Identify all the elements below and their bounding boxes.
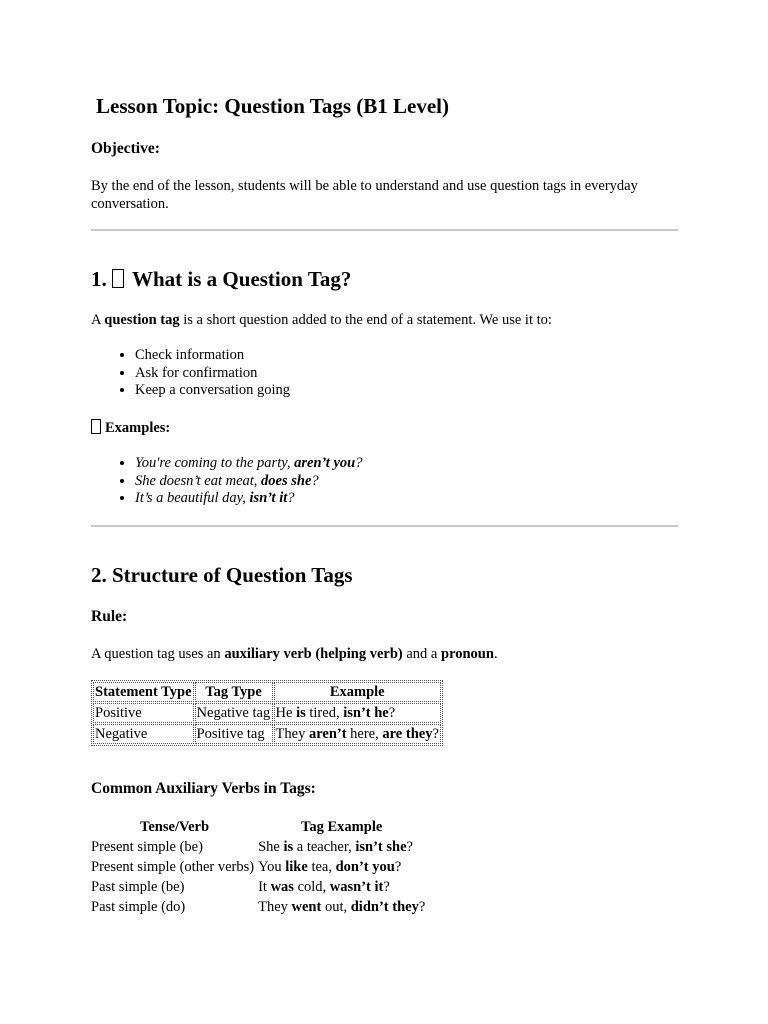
aux-heading: Common Auxiliary Verbs in Tags:: [91, 780, 316, 797]
list-item: • You're coming to the party, aren’t you?: [135, 455, 362, 473]
table-header: Tag Type: [195, 682, 273, 702]
table-row: [91, 897, 425, 917]
list-item: • Check information: [135, 347, 290, 365]
rule-text: A question tag uses an auxiliary verb (helping verb) and a pronoun.: [91, 646, 498, 662]
table-header: Tense/Verb: [140, 818, 210, 835]
table-header: Example: [274, 682, 441, 702]
missing-glyph-icon: [91, 419, 101, 434]
table-cell: It was cold, wasn’t it?: [258, 878, 390, 895]
section1-intro: A question tag is a short question added to the end of a statement. We use it to:: [91, 312, 552, 328]
list-item: • It’s a beautiful day, isn’t it?: [135, 490, 362, 508]
table-row: [91, 857, 425, 877]
uses-list: [91, 347, 290, 400]
table-cell: They aren’t here, are they?: [274, 724, 441, 744]
table-cell: He is tired, isn’t he?: [274, 703, 441, 723]
table-cell: Positive: [93, 703, 194, 723]
list-item: • Ask for confirmation: [135, 365, 290, 383]
list-item: • Keep a conversation going: [135, 382, 290, 400]
table-cell: Negative tag: [195, 703, 273, 723]
table-row: [93, 703, 441, 723]
table-cell: Negative: [93, 724, 194, 744]
objective-heading: Objective:: [91, 140, 160, 157]
examples-heading: Examples:: [91, 419, 170, 437]
table-row: [91, 837, 425, 857]
missing-glyph-icon: [112, 269, 124, 288]
table-cell: Positive tag: [195, 724, 273, 744]
table-header: Statement Type: [93, 682, 194, 702]
objective-text: By the end of the lesson, students will be able to understand and use question tags in everyday conversation.: [91, 178, 638, 212]
table-cell: She is a teacher, isn’t she?: [258, 838, 413, 855]
table-cell: Past simple (do): [91, 898, 186, 915]
table-cell: You like tea, don’t you?: [258, 858, 402, 875]
table-header: Tag Example: [301, 818, 383, 835]
section1-heading: 1. What is a Question Tag?: [91, 267, 352, 291]
table-row: [93, 724, 441, 744]
divider: [91, 525, 678, 527]
list-item: • She doesn’t eat meat, does she?: [135, 473, 362, 491]
table-cell: Present simple (be): [91, 838, 203, 855]
examples-list: [91, 455, 362, 508]
aux-table: [91, 817, 425, 917]
divider: [91, 229, 678, 231]
table-row: [91, 877, 425, 897]
page-title: Lesson Topic: Question Tags (B1 Level): [96, 94, 449, 118]
table-cell: Present simple (other verbs): [91, 858, 255, 875]
rule-heading: Rule:: [91, 608, 128, 625]
structure-table: [91, 680, 443, 746]
table-cell: They went out, didn’t they?: [258, 898, 426, 915]
table-cell: Past simple (be): [91, 878, 185, 895]
section2-heading: 2. Structure of Question Tags: [91, 563, 353, 587]
